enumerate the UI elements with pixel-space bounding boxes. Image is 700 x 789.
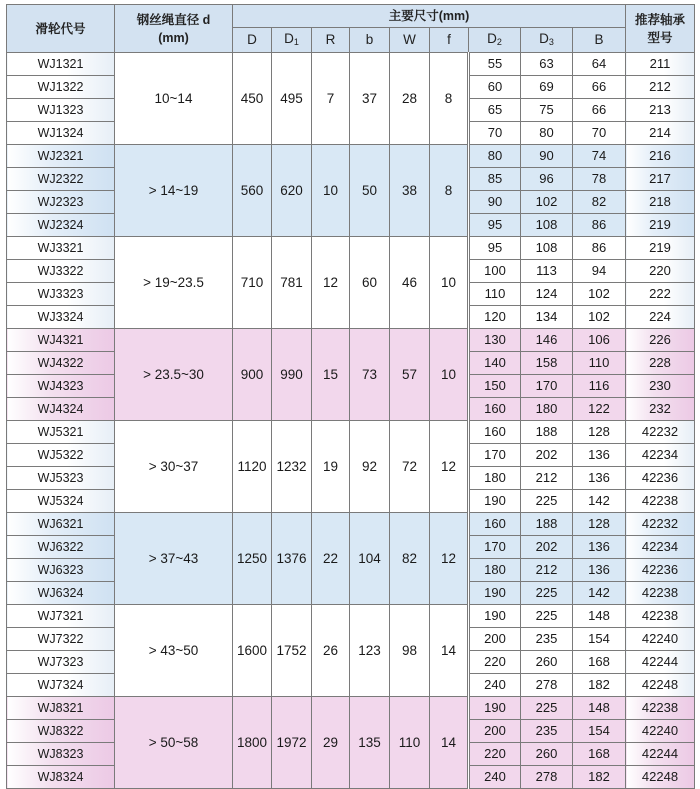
cell-model-code: WJ3323	[7, 283, 115, 306]
cell-b-width: 70	[573, 122, 626, 145]
header-col-b: b	[350, 28, 390, 53]
cell-d3: 134	[521, 306, 573, 329]
cell-d: 560	[233, 145, 272, 237]
table-row	[7, 329, 695, 352]
cell-w: 72	[390, 421, 430, 513]
cell-b: 104	[350, 513, 390, 605]
cell-d3: 158	[521, 352, 573, 375]
table-row	[7, 53, 695, 76]
cell-f: 8	[430, 145, 469, 237]
cell-b-width: 82	[573, 191, 626, 214]
cell-r: 10	[312, 145, 350, 237]
cell-d3: 278	[521, 674, 573, 697]
cell-b-width: 168	[573, 743, 626, 766]
header-main-dimensions: 主要尺寸(mm)	[233, 5, 626, 28]
cell-d: 1600	[233, 605, 272, 697]
cell-bearing: 42238	[626, 490, 695, 513]
header-rope-diameter-line2: (mm)	[158, 30, 189, 45]
cell-r: 12	[312, 237, 350, 329]
cell-b-width: 86	[573, 237, 626, 260]
cell-f: 10	[430, 237, 469, 329]
cell-d2: 170	[469, 536, 521, 559]
cell-model-code: WJ6324	[7, 582, 115, 605]
cell-rope-range: > 19~23.5	[115, 237, 233, 329]
header-col-w: W	[390, 28, 430, 53]
cell-d1: 1972	[272, 697, 312, 789]
cell-bearing: 42236	[626, 467, 695, 490]
cell-d2: 220	[469, 743, 521, 766]
cell-f: 12	[430, 421, 469, 513]
cell-bearing: 42238	[626, 697, 695, 720]
cell-model-code: WJ5324	[7, 490, 115, 513]
cell-bearing: 42244	[626, 651, 695, 674]
cell-b: 135	[350, 697, 390, 789]
cell-bearing: 42232	[626, 513, 695, 536]
cell-d3: 96	[521, 168, 573, 191]
cell-model-code: WJ3324	[7, 306, 115, 329]
cell-bearing: 42232	[626, 421, 695, 444]
cell-bearing: 217	[626, 168, 695, 191]
cell-b-width: 168	[573, 651, 626, 674]
cell-r: 19	[312, 421, 350, 513]
cell-d2: 160	[469, 398, 521, 421]
cell-b: 37	[350, 53, 390, 145]
cell-rope-range: > 50~58	[115, 697, 233, 789]
cell-b: 123	[350, 605, 390, 697]
header-col-d3: $D_3$	[521, 28, 573, 53]
cell-b-width: 136	[573, 444, 626, 467]
cell-d2: 200	[469, 720, 521, 743]
cell-bearing: 211	[626, 53, 695, 76]
cell-b-width: 110	[573, 352, 626, 375]
cell-model-code: WJ1324	[7, 122, 115, 145]
cell-d3: 260	[521, 651, 573, 674]
cell-d2: 95	[469, 214, 521, 237]
table-row	[7, 697, 695, 720]
cell-model-code: WJ4323	[7, 375, 115, 398]
cell-model-code: WJ7321	[7, 605, 115, 628]
table-row	[7, 421, 695, 444]
cell-model-code: WJ1321	[7, 53, 115, 76]
cell-d2: 130	[469, 329, 521, 352]
cell-bearing: 42240	[626, 628, 695, 651]
cell-r: 7	[312, 53, 350, 145]
cell-model-code: WJ2324	[7, 214, 115, 237]
cell-model-code: WJ1322	[7, 76, 115, 99]
cell-b-width: 64	[573, 53, 626, 76]
cell-bearing: 214	[626, 122, 695, 145]
spec-table-wrapper	[6, 4, 694, 789]
cell-d2: 200	[469, 628, 521, 651]
cell-d2: 120	[469, 306, 521, 329]
cell-d2: 190	[469, 697, 521, 720]
cell-b-width: 154	[573, 628, 626, 651]
header-model-code: 滑轮代号	[7, 5, 115, 53]
header-bearing	[626, 5, 695, 53]
cell-r: 26	[312, 605, 350, 697]
cell-model-code: WJ4324	[7, 398, 115, 421]
cell-f: 14	[430, 697, 469, 789]
cell-d3: 102	[521, 191, 573, 214]
cell-d3: 235	[521, 628, 573, 651]
cell-d3: 260	[521, 743, 573, 766]
header-col-r: R	[312, 28, 350, 53]
cell-b: 60	[350, 237, 390, 329]
cell-model-code: WJ7322	[7, 628, 115, 651]
cell-w: 110	[390, 697, 430, 789]
cell-bearing: 42248	[626, 674, 695, 697]
cell-model-code: WJ6321	[7, 513, 115, 536]
cell-d3: 188	[521, 513, 573, 536]
cell-d3: 108	[521, 237, 573, 260]
cell-d2: 55	[469, 53, 521, 76]
cell-model-code: WJ5323	[7, 467, 115, 490]
cell-model-code: WJ6323	[7, 559, 115, 582]
cell-bearing: 42234	[626, 536, 695, 559]
table-body	[7, 53, 695, 789]
cell-d: 710	[233, 237, 272, 329]
cell-b-width: 66	[573, 76, 626, 99]
cell-d2: 150	[469, 375, 521, 398]
cell-d1: 990	[272, 329, 312, 421]
cell-b: 73	[350, 329, 390, 421]
cell-bearing: 226	[626, 329, 695, 352]
cell-model-code: WJ2321	[7, 145, 115, 168]
cell-d3: 146	[521, 329, 573, 352]
cell-b-width: 136	[573, 559, 626, 582]
cell-b-width: 128	[573, 513, 626, 536]
cell-b: 92	[350, 421, 390, 513]
cell-b-width: 66	[573, 99, 626, 122]
cell-model-code: WJ6322	[7, 536, 115, 559]
cell-d3: 225	[521, 697, 573, 720]
cell-bearing: 218	[626, 191, 695, 214]
cell-w: 28	[390, 53, 430, 145]
cell-bearing: 212	[626, 76, 695, 99]
cell-d1: 620	[272, 145, 312, 237]
cell-model-code: WJ4322	[7, 352, 115, 375]
cell-d2: 190	[469, 605, 521, 628]
cell-b-width: 136	[573, 467, 626, 490]
table-row	[7, 605, 695, 628]
cell-d3: 225	[521, 582, 573, 605]
cell-model-code: WJ1323	[7, 99, 115, 122]
cell-model-code: WJ8322	[7, 720, 115, 743]
cell-w: 57	[390, 329, 430, 421]
cell-rope-range: > 30~37	[115, 421, 233, 513]
cell-b-width: 86	[573, 214, 626, 237]
cell-r: 15	[312, 329, 350, 421]
cell-d2: 80	[469, 145, 521, 168]
header-bearing-line2: 型号	[647, 30, 673, 45]
cell-bearing: 42244	[626, 743, 695, 766]
cell-b-width: 154	[573, 720, 626, 743]
cell-rope-range: > 37~43	[115, 513, 233, 605]
cell-b-width: 142	[573, 490, 626, 513]
cell-model-code: WJ3322	[7, 260, 115, 283]
header-col-d1: $D_1$	[272, 28, 312, 53]
table-row	[7, 513, 695, 536]
cell-bearing: 230	[626, 375, 695, 398]
cell-d2: 65	[469, 99, 521, 122]
cell-d2: 240	[469, 766, 521, 789]
cell-d2: 70	[469, 122, 521, 145]
cell-w: 38	[390, 145, 430, 237]
cell-b-width: 106	[573, 329, 626, 352]
cell-b-width: 102	[573, 306, 626, 329]
cell-d3: 113	[521, 260, 573, 283]
cell-bearing: 42240	[626, 720, 695, 743]
header-col-d2: $D_2$	[469, 28, 521, 53]
header-col-f: f	[430, 28, 469, 53]
cell-d3: 212	[521, 559, 573, 582]
cell-d2: 160	[469, 421, 521, 444]
cell-b-width: 74	[573, 145, 626, 168]
cell-d3: 235	[521, 720, 573, 743]
cell-bearing: 220	[626, 260, 695, 283]
cell-bearing: 213	[626, 99, 695, 122]
cell-d1: 1376	[272, 513, 312, 605]
table-row	[7, 145, 695, 168]
cell-f: 10	[430, 329, 469, 421]
cell-d3: 188	[521, 421, 573, 444]
cell-d3: 170	[521, 375, 573, 398]
cell-r: 29	[312, 697, 350, 789]
cell-d2: 140	[469, 352, 521, 375]
cell-d3: 225	[521, 490, 573, 513]
cell-model-code: WJ5321	[7, 421, 115, 444]
cell-r: 22	[312, 513, 350, 605]
cell-d3: 108	[521, 214, 573, 237]
cell-bearing: 42238	[626, 582, 695, 605]
cell-d2: 110	[469, 283, 521, 306]
cell-d3: 75	[521, 99, 573, 122]
cell-model-code: WJ8324	[7, 766, 115, 789]
cell-d2: 85	[469, 168, 521, 191]
cell-d2: 60	[469, 76, 521, 99]
cell-bearing: 42248	[626, 766, 695, 789]
cell-d2: 240	[469, 674, 521, 697]
cell-f: 14	[430, 605, 469, 697]
header-rope-diameter-line1: 钢丝绳直径 d	[136, 12, 211, 27]
cell-rope-range: > 23.5~30	[115, 329, 233, 421]
cell-bearing: 219	[626, 237, 695, 260]
cell-bearing: 228	[626, 352, 695, 375]
cell-b-width: 128	[573, 421, 626, 444]
cell-b-width: 148	[573, 605, 626, 628]
cell-d: 900	[233, 329, 272, 421]
cell-d: 1800	[233, 697, 272, 789]
cell-model-code: WJ7323	[7, 651, 115, 674]
cell-b-width: 182	[573, 674, 626, 697]
cell-d: 1120	[233, 421, 272, 513]
cell-bearing: 232	[626, 398, 695, 421]
cell-bearing: 42238	[626, 605, 695, 628]
table-header	[7, 5, 695, 53]
cell-w: 46	[390, 237, 430, 329]
cell-d2: 180	[469, 559, 521, 582]
cell-d2: 95	[469, 237, 521, 260]
cell-model-code: WJ8321	[7, 697, 115, 720]
cell-b-width: 148	[573, 697, 626, 720]
cell-b-width: 182	[573, 766, 626, 789]
table-row	[7, 237, 695, 260]
cell-d: 1250	[233, 513, 272, 605]
cell-d2: 190	[469, 490, 521, 513]
cell-model-code: WJ2323	[7, 191, 115, 214]
cell-d2: 220	[469, 651, 521, 674]
cell-model-code: WJ3321	[7, 237, 115, 260]
cell-model-code: WJ5322	[7, 444, 115, 467]
cell-d2: 100	[469, 260, 521, 283]
cell-w: 82	[390, 513, 430, 605]
cell-b-width: 136	[573, 536, 626, 559]
cell-model-code: WJ8323	[7, 743, 115, 766]
cell-bearing: 42236	[626, 559, 695, 582]
cell-d: 450	[233, 53, 272, 145]
cell-d3: 124	[521, 283, 573, 306]
cell-d2: 160	[469, 513, 521, 536]
cell-bearing: 42234	[626, 444, 695, 467]
cell-d3: 212	[521, 467, 573, 490]
cell-d3: 180	[521, 398, 573, 421]
cell-d1: 495	[272, 53, 312, 145]
cell-model-code: WJ2322	[7, 168, 115, 191]
cell-model-code: WJ4321	[7, 329, 115, 352]
cell-d1: 781	[272, 237, 312, 329]
cell-bearing: 222	[626, 283, 695, 306]
cell-b: 50	[350, 145, 390, 237]
cell-f: 8	[430, 53, 469, 145]
cell-d3: 69	[521, 76, 573, 99]
header-bearing-line1: 推荐轴承	[634, 12, 685, 27]
cell-bearing: 219	[626, 214, 695, 237]
cell-bearing: 224	[626, 306, 695, 329]
cell-bearing: 216	[626, 145, 695, 168]
cell-b-width: 122	[573, 398, 626, 421]
cell-f: 12	[430, 513, 469, 605]
cell-d1: 1232	[272, 421, 312, 513]
cell-b-width: 94	[573, 260, 626, 283]
cell-d3: 80	[521, 122, 573, 145]
cell-d2: 180	[469, 467, 521, 490]
cell-model-code: WJ7324	[7, 674, 115, 697]
header-rope-diameter	[115, 5, 233, 53]
cell-d3: 90	[521, 145, 573, 168]
header-col-d: D	[233, 28, 272, 53]
cell-d3: 202	[521, 444, 573, 467]
cell-d2: 190	[469, 582, 521, 605]
cell-b-width: 142	[573, 582, 626, 605]
cell-b-width: 102	[573, 283, 626, 306]
cell-d2: 90	[469, 191, 521, 214]
cell-d2: 170	[469, 444, 521, 467]
cell-d1: 1752	[272, 605, 312, 697]
cell-rope-range: > 43~50	[115, 605, 233, 697]
pulley-spec-table	[6, 4, 695, 789]
cell-rope-range: 10~14	[115, 53, 233, 145]
cell-w: 98	[390, 605, 430, 697]
cell-rope-range: > 14~19	[115, 145, 233, 237]
cell-b-width: 116	[573, 375, 626, 398]
cell-d3: 63	[521, 53, 573, 76]
cell-d3: 225	[521, 605, 573, 628]
cell-d3: 278	[521, 766, 573, 789]
cell-b-width: 78	[573, 168, 626, 191]
header-col-b: B	[573, 28, 626, 53]
cell-d3: 202	[521, 536, 573, 559]
